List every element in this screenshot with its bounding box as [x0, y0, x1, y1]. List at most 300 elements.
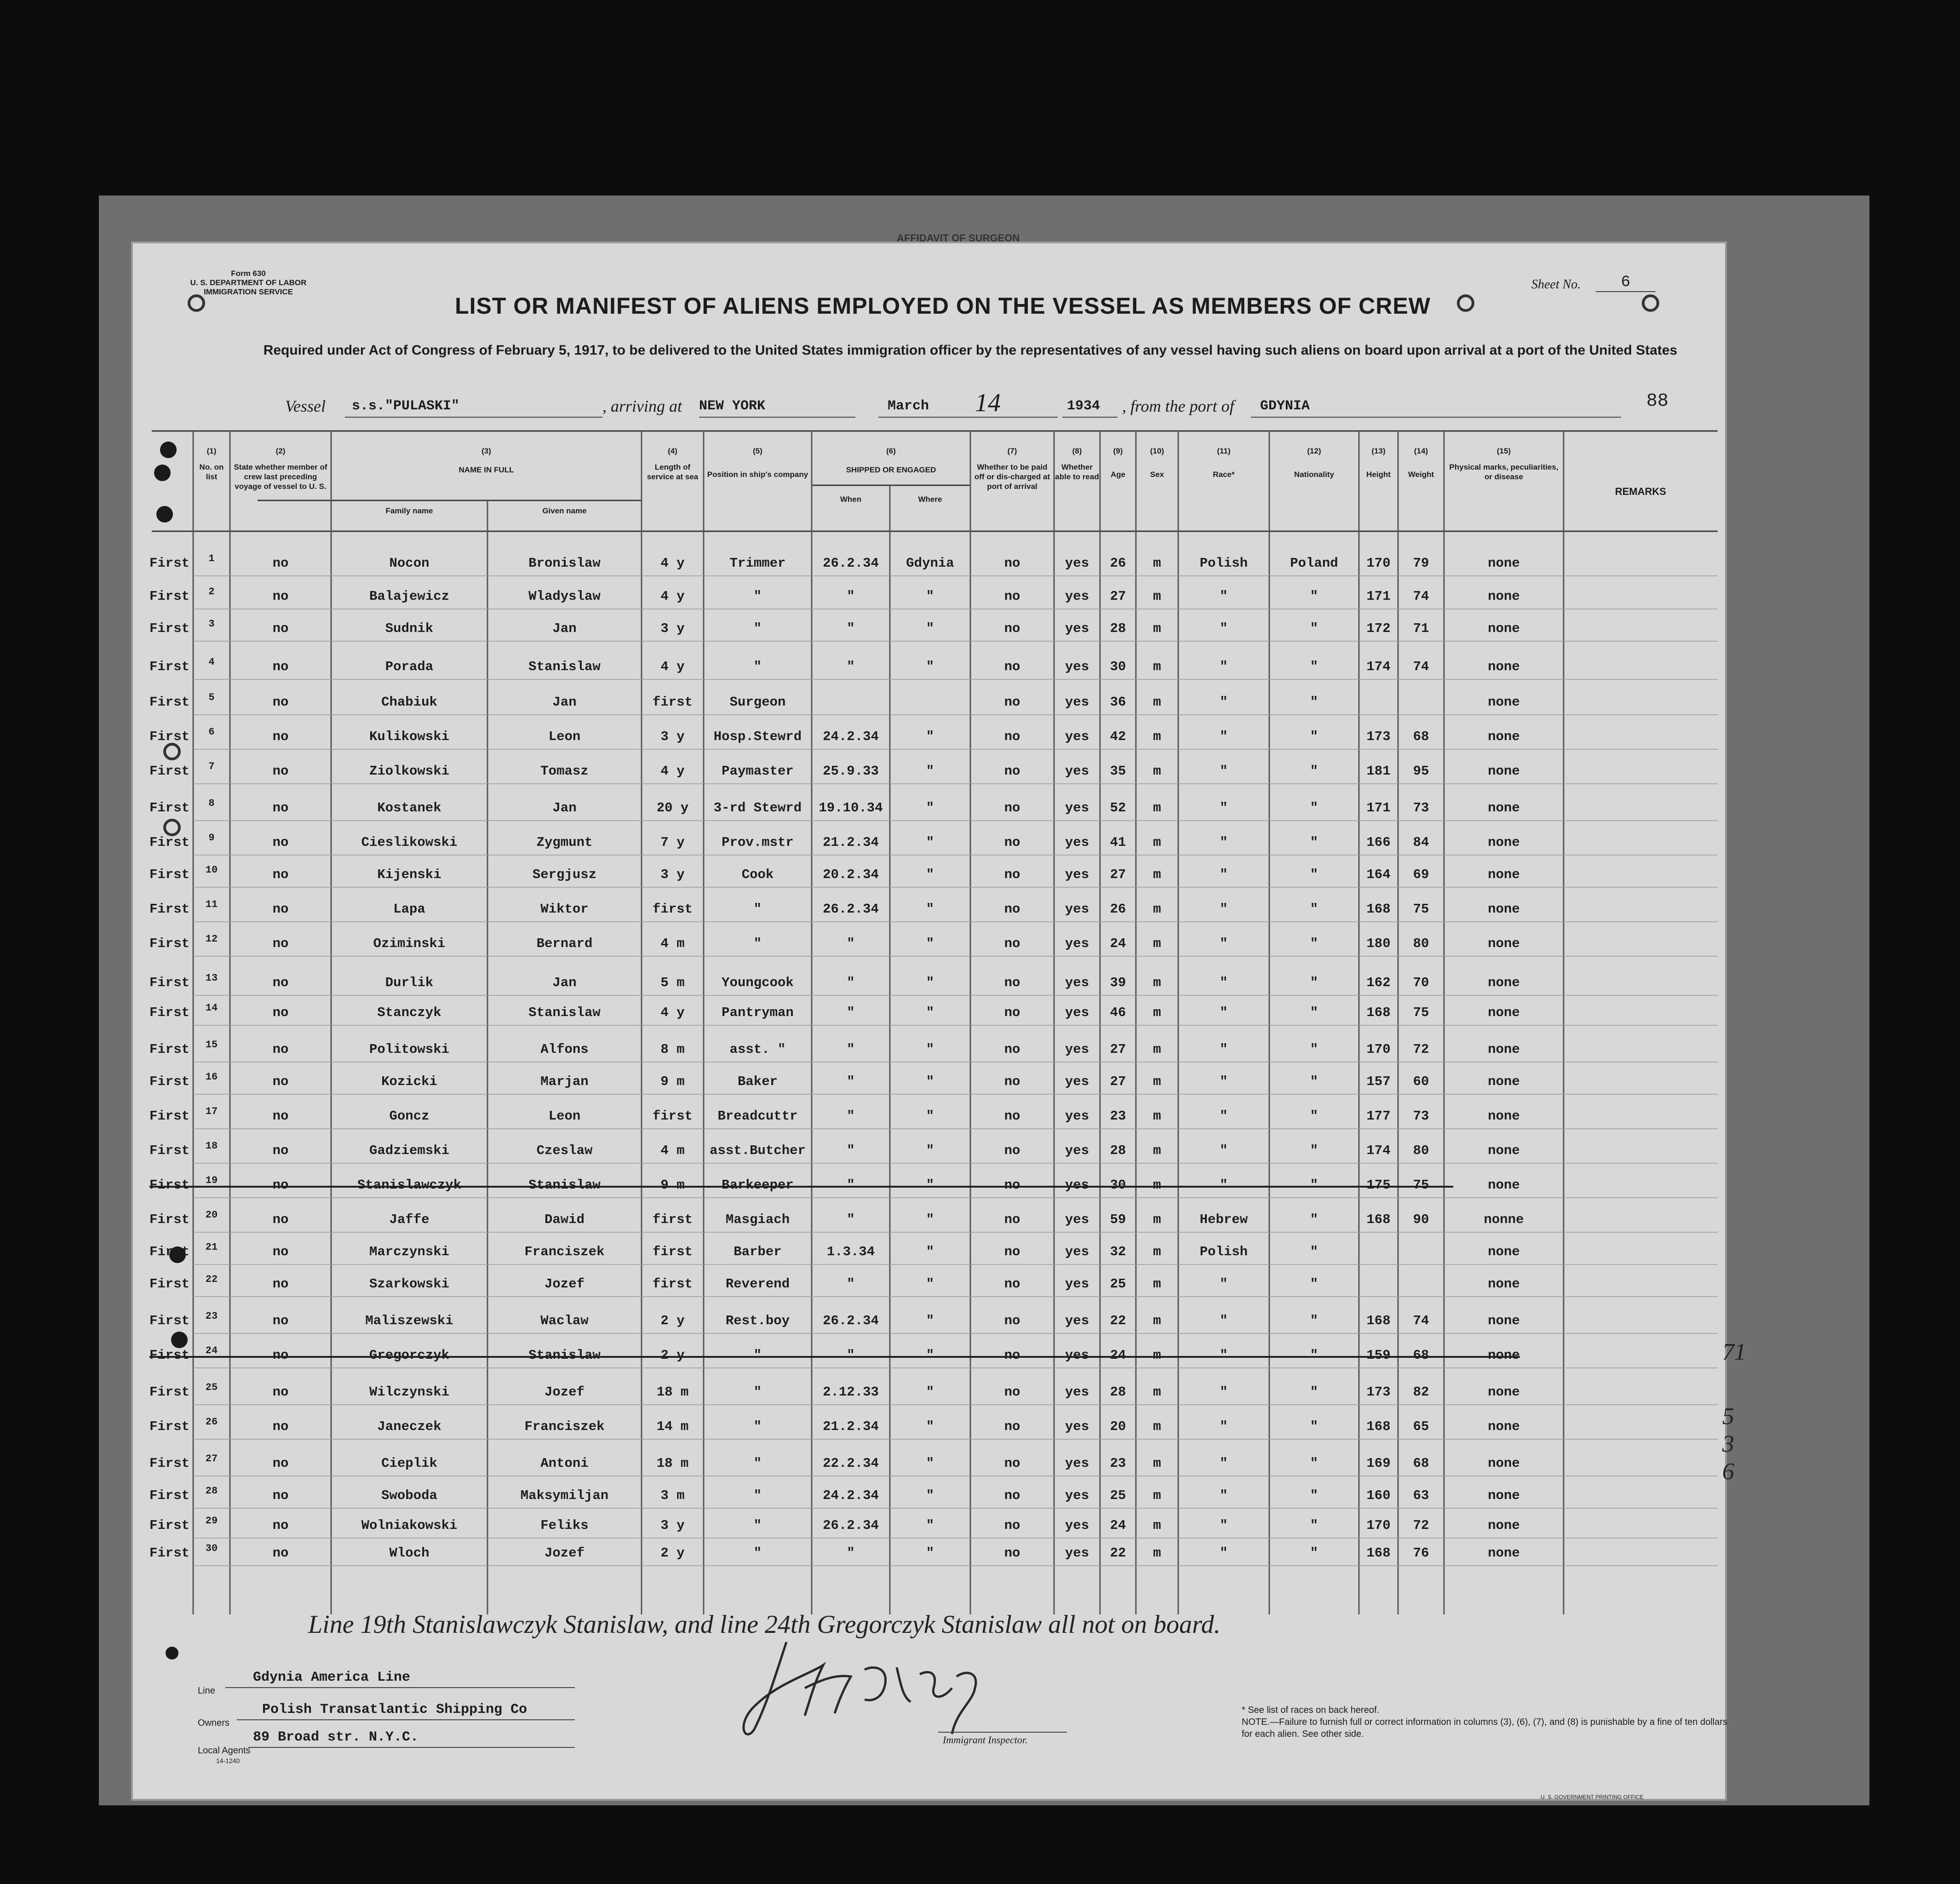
weight-cell: 80: [1413, 1143, 1429, 1158]
class-cell: First: [149, 695, 190, 710]
height-cell: 168: [1366, 1545, 1391, 1561]
able-to-read-cell: yes: [1065, 621, 1089, 636]
family-name-cell: Wolniakowski: [361, 1518, 458, 1533]
weight-cell: 68: [1413, 729, 1429, 744]
age-cell: 32: [1110, 1244, 1126, 1259]
given-name-cell: Alfons: [540, 1042, 589, 1057]
physical-marks-cell: none: [1488, 902, 1520, 917]
table-row: [0, 1039, 1960, 1065]
row-number: 29: [205, 1515, 218, 1527]
row-number: 30: [205, 1543, 218, 1554]
service-length-cell: 4 y: [660, 1005, 685, 1020]
able-to-read-cell: yes: [1065, 1384, 1089, 1400]
shipped-when-cell: 26.2.34: [823, 1518, 879, 1533]
age-cell: 28: [1110, 1143, 1126, 1158]
given-name-cell: Jan: [552, 975, 577, 990]
shipped-where-cell: ": [926, 1178, 934, 1193]
shipped-where-cell: ": [926, 1384, 934, 1400]
sex-cell: m: [1153, 936, 1161, 951]
sex-cell: m: [1153, 1109, 1161, 1124]
race-cell: ": [1220, 1109, 1228, 1124]
shipped-where-cell: ": [926, 1545, 934, 1561]
position-cell: Masgiach: [725, 1212, 790, 1227]
able-to-read-cell: yes: [1065, 835, 1089, 850]
age-cell: 35: [1110, 764, 1126, 779]
position-cell: ": [753, 1384, 762, 1400]
height-cell: 157: [1366, 1074, 1391, 1089]
page-title: LIST OR MANIFEST OF ALIENS EMPLOYED ON THE VESSEL AS MEMBERS OF CREW: [455, 293, 1431, 319]
row-number: 18: [205, 1140, 218, 1152]
service-length-cell: 4 y: [660, 764, 685, 779]
shipped-when-cell: ": [847, 1143, 855, 1158]
position-cell: ": [753, 1419, 762, 1434]
shipped-when-cell: 25.9.33: [823, 764, 879, 779]
row-number: 25: [205, 1382, 218, 1393]
punch-hole: [154, 465, 171, 481]
weight-cell: 76: [1413, 1545, 1429, 1561]
service-length-cell: 3 y: [660, 729, 685, 744]
sex-cell: m: [1153, 556, 1161, 571]
able-to-read-cell: yes: [1065, 1143, 1089, 1158]
age-cell: 28: [1110, 1384, 1126, 1400]
shipped-where-cell: ": [926, 764, 934, 779]
class-cell: First: [149, 764, 190, 779]
physical-marks-cell: none: [1488, 1348, 1520, 1363]
class-cell: First: [149, 659, 190, 674]
last-voyage-cell: no: [272, 1313, 289, 1328]
nationality-cell: ": [1310, 867, 1318, 882]
race-cell: ": [1220, 1348, 1228, 1363]
paid-off-cell: no: [1004, 1313, 1020, 1328]
class-cell: First: [149, 867, 190, 882]
height-cell: 166: [1366, 835, 1391, 850]
family-name-cell: Kijenski: [377, 867, 441, 882]
inspector-signature: [736, 1633, 1049, 1748]
race-cell: ": [1220, 1384, 1228, 1400]
able-to-read-cell: yes: [1065, 659, 1089, 674]
class-cell: First: [149, 1419, 190, 1434]
weight-cell: 75: [1413, 902, 1429, 917]
able-to-read-cell: yes: [1065, 729, 1089, 744]
service-length-cell: 2 y: [660, 1348, 685, 1363]
table-row: [0, 899, 1960, 925]
paid-off-cell: no: [1004, 1178, 1020, 1193]
service-length-cell: 3 m: [660, 1488, 685, 1503]
row-number: 17: [205, 1106, 218, 1117]
table-row: [0, 761, 1960, 787]
sex-cell: m: [1153, 1545, 1161, 1561]
race-cell: ": [1220, 695, 1228, 710]
last-voyage-cell: no: [272, 1456, 289, 1471]
sex-cell: m: [1153, 1456, 1161, 1471]
shipped-when-cell: 21.2.34: [823, 835, 879, 850]
line-label: Line: [198, 1686, 215, 1696]
family-name-cell: Kostanek: [377, 800, 441, 816]
position-cell: Surgeon: [729, 695, 786, 710]
row-number: 2: [208, 586, 215, 597]
family-name-cell: Sudnik: [385, 621, 434, 636]
nationality-cell: ": [1310, 1419, 1318, 1434]
service-length-cell: 18 m: [656, 1384, 689, 1400]
nationality-cell: ": [1310, 1518, 1318, 1533]
last-voyage-cell: no: [272, 589, 289, 604]
position-cell: ": [753, 1456, 762, 1471]
shipped-where-cell: ": [926, 1518, 934, 1533]
nationality-cell: ": [1310, 975, 1318, 990]
table-row: [0, 1209, 1960, 1235]
arrival-year: 1934: [1067, 398, 1100, 414]
family-name-cell: Porada: [385, 659, 434, 674]
age-cell: 24: [1110, 936, 1126, 951]
row-number: 20: [205, 1209, 218, 1221]
last-voyage-cell: no: [272, 1276, 289, 1292]
service-length-cell: 8 m: [660, 1042, 685, 1057]
paid-off-cell: no: [1004, 1545, 1020, 1561]
sex-cell: m: [1153, 1384, 1161, 1400]
row-number: 6: [208, 726, 215, 738]
weight-cell: 84: [1413, 835, 1429, 850]
nationality-cell: ": [1310, 1005, 1318, 1020]
last-voyage-cell: no: [272, 1488, 289, 1503]
col-physical-marks-header: (15) Physical marks, peculiarities, or disease: [1449, 447, 1559, 481]
service-length-cell: 9 m: [660, 1074, 685, 1089]
last-voyage-cell: no: [272, 1109, 289, 1124]
age-cell: 41: [1110, 835, 1126, 850]
position-cell: Cook: [741, 867, 774, 882]
sex-cell: m: [1153, 1419, 1161, 1434]
shipped-where-cell: ": [926, 1348, 934, 1363]
paid-off-cell: no: [1004, 1042, 1020, 1057]
service-length-cell: first: [652, 1244, 693, 1259]
service-length-cell: first: [652, 1212, 693, 1227]
shipped-where-cell: ": [926, 1143, 934, 1158]
col-family-name-header: Family name: [385, 506, 433, 515]
col-paid-off-header: (7) Whether to be paid off or dis-charged at port of arrival: [974, 447, 1050, 491]
shipped-when-cell: 26.2.34: [823, 902, 879, 917]
height-cell: 171: [1366, 800, 1391, 816]
physical-marks-cell: none: [1488, 729, 1520, 744]
given-name-cell: Bronislaw: [528, 556, 601, 571]
able-to-read-cell: yes: [1065, 867, 1089, 882]
row-number: 21: [205, 1241, 218, 1253]
given-name-cell: Stanislaw: [528, 1005, 601, 1020]
shipped-when-cell: ": [847, 975, 855, 990]
able-to-read-cell: yes: [1065, 1348, 1089, 1363]
row-number: 28: [205, 1485, 218, 1497]
last-voyage-cell: no: [272, 1042, 289, 1057]
given-name-cell: Dawid: [544, 1212, 585, 1227]
nationality-cell: ": [1310, 902, 1318, 917]
weight-cell: 74: [1413, 1313, 1429, 1328]
sex-cell: m: [1153, 621, 1161, 636]
race-cell: ": [1220, 729, 1228, 744]
height-cell: 168: [1366, 1313, 1391, 1328]
col-read-header: (8) Whether able to read: [1055, 447, 1099, 481]
race-cell: ": [1220, 1545, 1228, 1561]
shipped-when-cell: ": [847, 936, 855, 951]
position-cell: Breadcuttr: [717, 1109, 798, 1124]
shipped-when-cell: 19.10.34: [819, 800, 883, 816]
able-to-read-cell: yes: [1065, 902, 1089, 917]
position-cell: Barber: [734, 1244, 782, 1259]
position-cell: ": [753, 936, 762, 951]
height-cell: 168: [1366, 1212, 1391, 1227]
family-name-cell: Szarkowski: [369, 1276, 450, 1292]
shipped-where-cell: ": [926, 1005, 934, 1020]
nationality-cell: ": [1310, 800, 1318, 816]
nationality-cell: ": [1310, 764, 1318, 779]
weight-cell: 74: [1413, 659, 1429, 674]
physical-marks-cell: none: [1488, 1313, 1520, 1328]
class-cell: First: [149, 1074, 190, 1089]
sex-cell: m: [1153, 835, 1161, 850]
paid-off-cell: no: [1004, 1456, 1020, 1471]
col-weight-header: (14) Weight: [1408, 447, 1434, 479]
punch-hole: [160, 442, 177, 458]
vessel-label: Vessel: [285, 397, 326, 415]
weight-cell: 60: [1413, 1074, 1429, 1089]
last-voyage-cell: no: [272, 1212, 289, 1227]
service-length-cell: 9 m: [660, 1178, 685, 1193]
age-cell: 20: [1110, 1419, 1126, 1434]
class-cell: First: [149, 1005, 190, 1020]
row-number: 12: [205, 933, 218, 945]
punch-hole: [166, 1647, 178, 1660]
shipped-when-cell: 24.2.34: [823, 1488, 879, 1503]
punch-hole: [156, 506, 173, 523]
height-cell: 170: [1366, 1042, 1391, 1057]
height-cell: 180: [1366, 936, 1391, 951]
race-cell: ": [1220, 936, 1228, 951]
physical-marks-cell: none: [1488, 1178, 1520, 1193]
table-row: [0, 1384, 1960, 1407]
shipping-line: Gdynia America Line: [253, 1670, 411, 1685]
class-cell: First: [149, 800, 190, 816]
able-to-read-cell: yes: [1065, 1074, 1089, 1089]
paid-off-cell: no: [1004, 764, 1020, 779]
weight-cell: 69: [1413, 867, 1429, 882]
last-voyage-cell: no: [272, 902, 289, 917]
sex-cell: m: [1153, 1276, 1161, 1292]
position-cell: Barkeeper: [722, 1178, 794, 1193]
class-cell: First: [149, 1109, 190, 1124]
given-name-cell: Zygmunt: [536, 835, 593, 850]
service-length-cell: 4 m: [660, 936, 685, 951]
row-number: 15: [205, 1039, 218, 1051]
table-row: [0, 1276, 1960, 1299]
row-number: 5: [208, 692, 215, 703]
handwritten-note: Line 19th Stanislawczyk Stanislaw, and line 24th Gregorczyk Stanislaw all not on board.: [308, 1610, 1221, 1639]
weight-cell: 68: [1413, 1348, 1429, 1363]
height-cell: 174: [1366, 1143, 1391, 1158]
last-voyage-cell: no: [272, 1545, 289, 1561]
class-cell: First: [149, 1143, 190, 1158]
position-cell: Baker: [737, 1074, 778, 1089]
weight-cell: 68: [1413, 1456, 1429, 1471]
position-cell: asst. ": [729, 1042, 786, 1057]
height-cell: 173: [1366, 1384, 1391, 1400]
nationality-cell: ": [1310, 1276, 1318, 1292]
class-cell: First: [149, 1456, 190, 1471]
vessel-name: s.s."PULASKI": [352, 398, 460, 414]
col-name-header: (3) NAME IN FULL: [458, 447, 514, 474]
given-name-cell: Franciszek: [524, 1244, 605, 1259]
paid-off-cell: no: [1004, 589, 1020, 604]
able-to-read-cell: yes: [1065, 975, 1089, 990]
row-number: 1: [208, 553, 215, 564]
age-cell: 30: [1110, 659, 1126, 674]
given-name-cell: Jozef: [544, 1384, 585, 1400]
table-row: [0, 1416, 1960, 1442]
table-row: [0, 692, 1960, 718]
family-name-cell: Stanczyk: [377, 1005, 441, 1020]
race-cell: ": [1220, 1313, 1228, 1328]
age-cell: 26: [1110, 556, 1126, 571]
paid-off-cell: no: [1004, 1109, 1020, 1124]
able-to-read-cell: yes: [1065, 1109, 1089, 1124]
height-cell: 162: [1366, 975, 1391, 990]
owners: Polish Transatlantic Shipping Co: [262, 1702, 527, 1717]
race-cell: ": [1220, 975, 1228, 990]
shipped-when-cell: 2.12.33: [823, 1384, 879, 1400]
form-number: Form 630: [231, 269, 266, 278]
able-to-read-cell: yes: [1065, 556, 1089, 571]
race-cell: ": [1220, 1419, 1228, 1434]
row-number: 24: [205, 1345, 218, 1356]
physical-marks-cell: nonne: [1484, 1212, 1524, 1227]
paid-off-cell: no: [1004, 1276, 1020, 1292]
last-voyage-cell: no: [272, 1178, 289, 1193]
physical-marks-cell: none: [1488, 1074, 1520, 1089]
margin-scribble: 5: [1722, 1403, 1734, 1430]
race-cell: ": [1220, 1042, 1228, 1057]
race-cell: ": [1220, 589, 1228, 604]
physical-marks-cell: none: [1488, 835, 1520, 850]
given-name-cell: Jan: [552, 800, 577, 816]
row-number: 4: [208, 656, 215, 668]
family-name-cell: Chabiuk: [381, 695, 437, 710]
shipped-when-cell: ": [847, 1074, 855, 1089]
col-no-header: (1) No. on list: [199, 447, 224, 481]
class-cell: First: [149, 975, 190, 990]
weight-cell: 75: [1413, 1005, 1429, 1020]
weight-cell: 90: [1413, 1212, 1429, 1227]
age-cell: 59: [1110, 1212, 1126, 1227]
shipped-when-cell: ": [847, 621, 855, 636]
height-cell: 174: [1366, 659, 1391, 674]
sex-cell: m: [1153, 1518, 1161, 1533]
physical-marks-cell: none: [1488, 936, 1520, 951]
col-age-header: (9) Age: [1110, 447, 1126, 479]
row-number: 19: [205, 1175, 218, 1186]
physical-marks-cell: none: [1488, 621, 1520, 636]
race-cell: ": [1220, 1178, 1228, 1193]
class-cell: First: [149, 1348, 190, 1363]
height-cell: 177: [1366, 1109, 1391, 1124]
age-cell: 25: [1110, 1488, 1126, 1503]
shipped-where-cell: ": [926, 800, 934, 816]
family-name-cell: Jaffe: [389, 1212, 430, 1227]
service-length-cell: 18 m: [656, 1456, 689, 1471]
position-cell: Reverend: [725, 1276, 790, 1292]
weight-cell: 82: [1413, 1384, 1429, 1400]
age-cell: 27: [1110, 1074, 1126, 1089]
paid-off-cell: no: [1004, 1074, 1020, 1089]
given-name-cell: Tomasz: [540, 764, 589, 779]
owners-label: Owners: [198, 1718, 229, 1728]
paid-off-cell: no: [1004, 1518, 1020, 1533]
shipped-where-cell: ": [926, 659, 934, 674]
table-row: [0, 972, 1960, 998]
last-voyage-cell: no: [272, 1143, 289, 1158]
table-row: [0, 800, 1960, 823]
table-row: [0, 933, 1960, 959]
punch-hole: [1642, 294, 1659, 312]
race-cell: ": [1220, 1456, 1228, 1471]
given-name-cell: Sergjusz: [532, 867, 597, 882]
physical-marks-cell: none: [1488, 1456, 1520, 1471]
nationality-cell: ": [1310, 695, 1318, 710]
service-length-cell: 7 y: [660, 835, 685, 850]
col-when-header: When: [840, 495, 862, 504]
col-remarks-header: REMARKS: [1615, 486, 1667, 497]
race-cell: ": [1220, 867, 1228, 882]
last-voyage-cell: no: [272, 621, 289, 636]
last-voyage-cell: no: [272, 695, 289, 710]
sex-cell: m: [1153, 867, 1161, 882]
race-cell: Hebrew: [1199, 1212, 1248, 1227]
physical-marks-cell: none: [1488, 1143, 1520, 1158]
col-where-header: Where: [918, 495, 942, 504]
nationality-cell: ": [1310, 1545, 1318, 1561]
able-to-read-cell: yes: [1065, 1419, 1089, 1434]
position-cell: Prov.mstr: [722, 835, 794, 850]
last-voyage-cell: no: [272, 1348, 289, 1363]
age-cell: 26: [1110, 902, 1126, 917]
family-name-cell: Goncz: [389, 1109, 430, 1124]
sheet-label: Sheet No.: [1531, 277, 1581, 292]
row-number: 27: [205, 1453, 218, 1465]
table-row: [0, 1071, 1960, 1097]
family-name-cell: Balajewicz: [369, 589, 450, 604]
service-length-cell: 3 y: [660, 1518, 685, 1533]
nationality-cell: ": [1310, 589, 1318, 604]
sex-cell: m: [1153, 1348, 1161, 1363]
vessel-line: [285, 389, 1669, 419]
table-row: [0, 1515, 1960, 1541]
weight-cell: 80: [1413, 936, 1429, 951]
shipped-where-cell: ": [926, 1074, 934, 1089]
table-row: [0, 1310, 1960, 1336]
age-cell: 22: [1110, 1545, 1126, 1561]
family-name-cell: Oziminski: [373, 936, 446, 951]
punch-hole: [188, 294, 205, 312]
shipped-where-cell: ": [926, 729, 934, 744]
shipped-where-cell: ": [926, 835, 934, 850]
paid-off-cell: no: [1004, 659, 1020, 674]
shipped-where-cell: ": [926, 1419, 934, 1434]
printer-imprint: U. S. GOVERNMENT PRINTING OFFICE: [1541, 1794, 1644, 1800]
table-row: [0, 656, 1960, 682]
col-height-header: (13) Height: [1366, 447, 1391, 479]
form-code: 14-1240: [216, 1757, 240, 1764]
shipped-where-cell: ": [926, 867, 934, 882]
age-cell: 27: [1110, 867, 1126, 882]
class-cell: First: [149, 1313, 190, 1328]
class-cell: First: [149, 1488, 190, 1503]
age-cell: 28: [1110, 621, 1126, 636]
given-name-cell: Stanislaw: [528, 1348, 601, 1363]
